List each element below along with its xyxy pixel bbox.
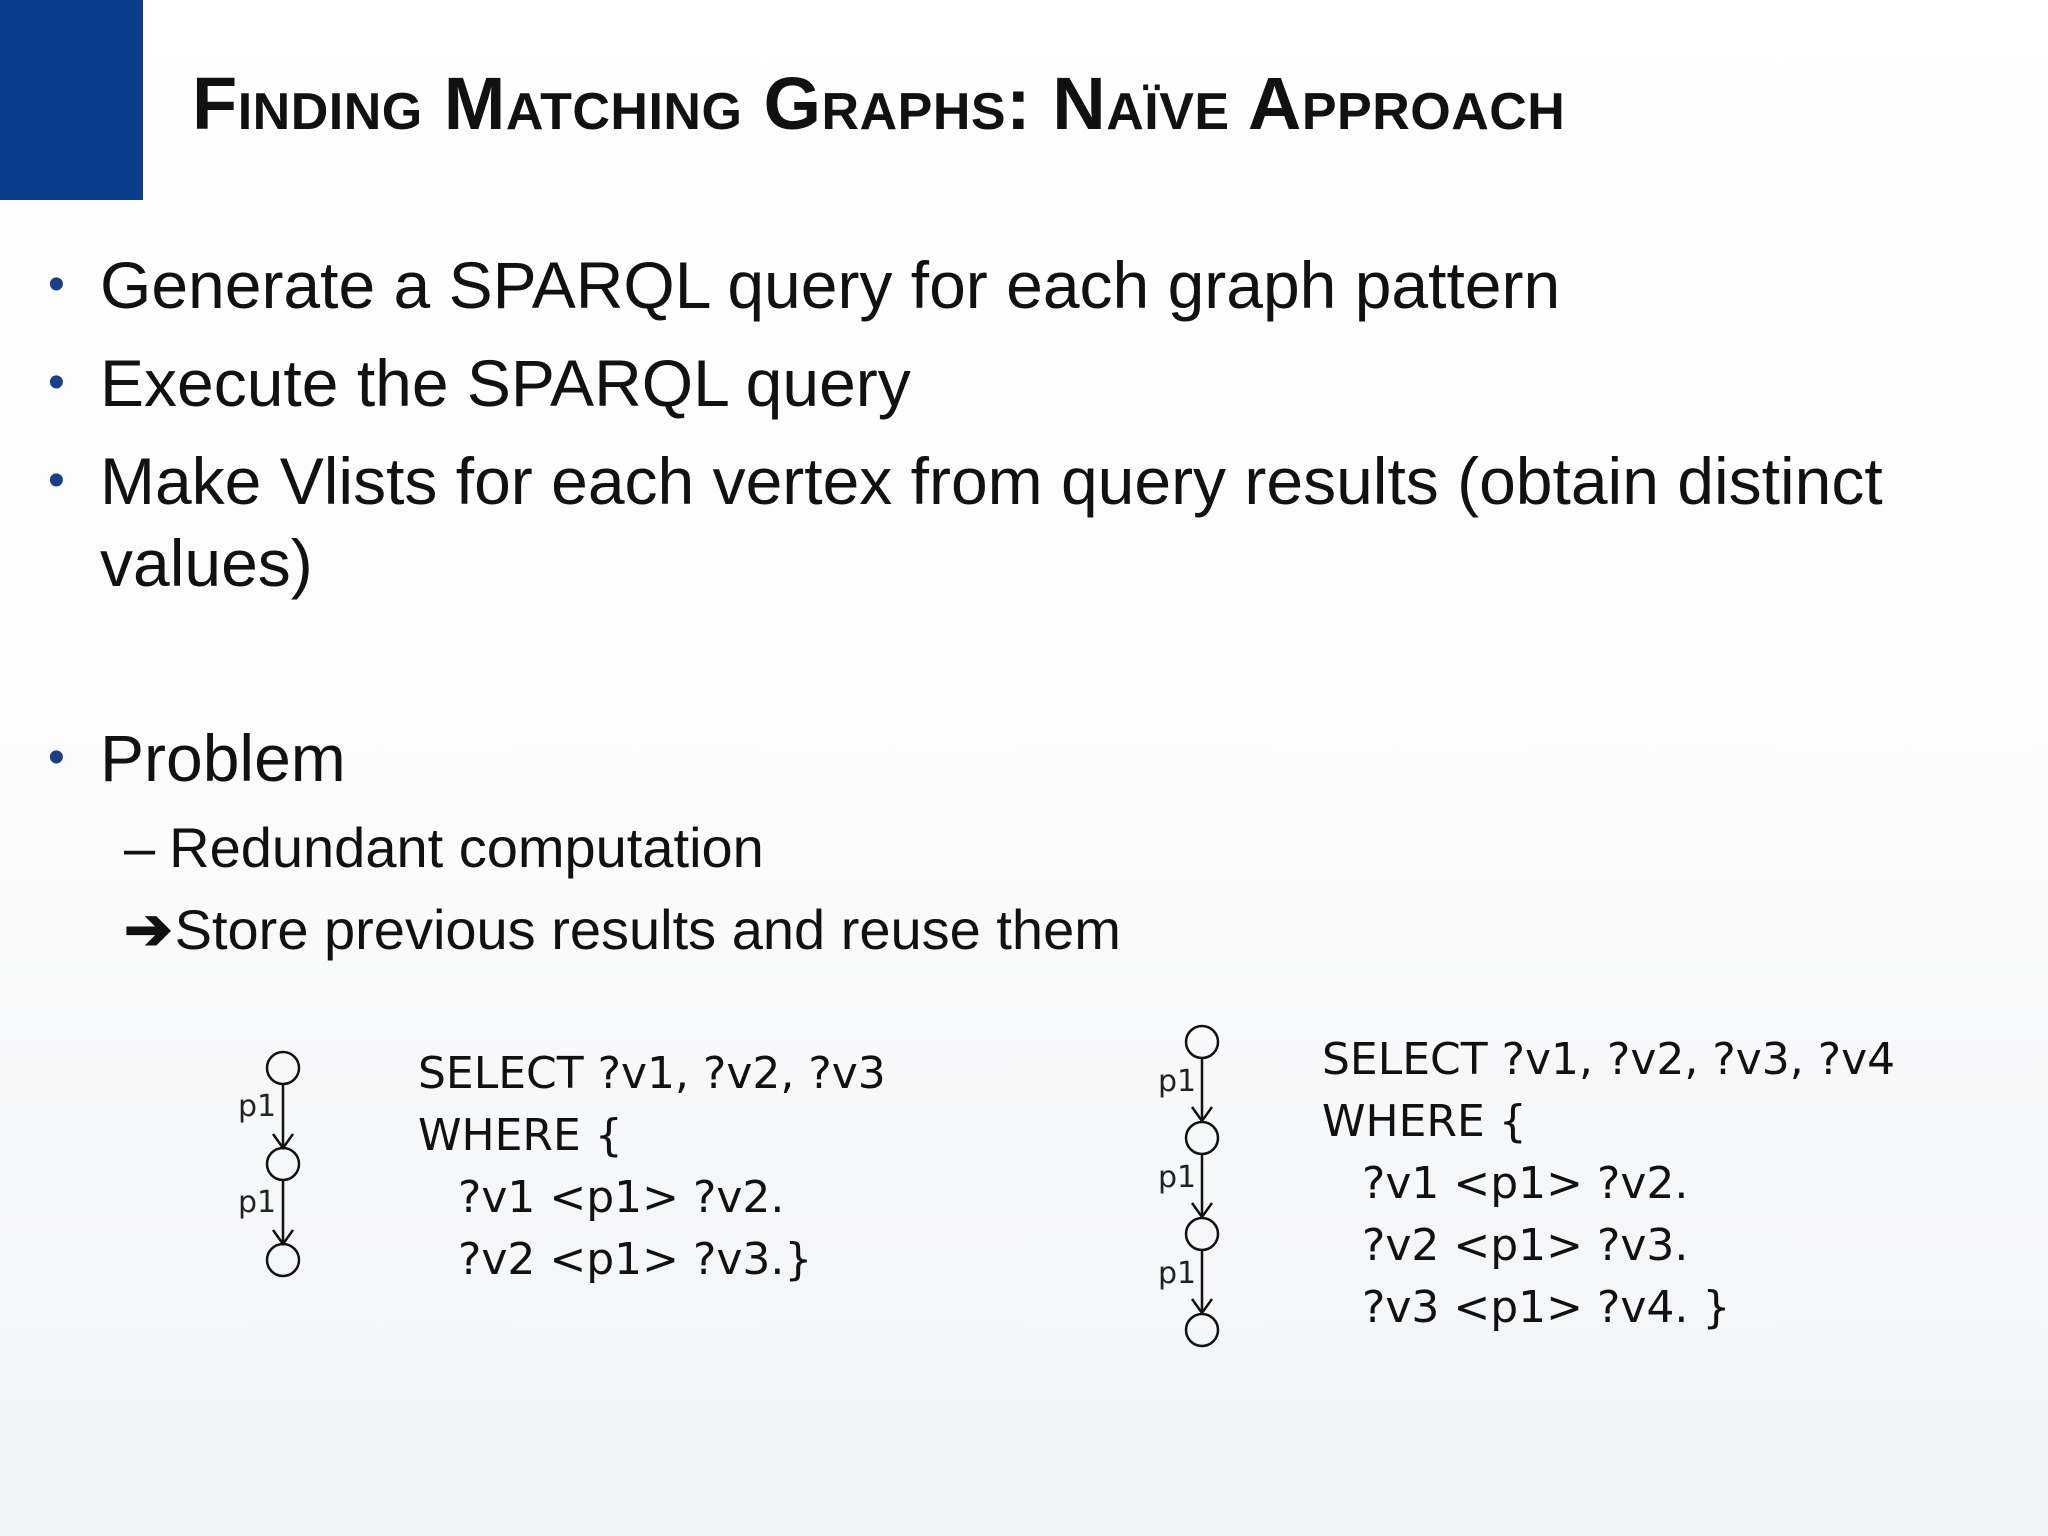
bullet-dot: • — [48, 454, 65, 507]
bullet-text: Make Vlists for each vertex from query results (obtain distinct values) — [100, 444, 1883, 600]
vertex — [267, 1244, 299, 1276]
bullet-text: Problem — [100, 721, 346, 795]
sub-item-text: Redundant computation — [169, 816, 764, 879]
query-select: SELECT ?v1, ?v2, ?v3 — [418, 1048, 886, 1099]
vertex — [267, 1052, 299, 1084]
query-triple: ?v1 <p1> ?v2. — [458, 1172, 785, 1223]
bullet-text: Generate a SPARQL query for each graph pattern — [100, 248, 1561, 322]
vertex — [1186, 1122, 1218, 1154]
query-select: SELECT ?v1, ?v2, ?v3, ?v4 — [1322, 1034, 1896, 1085]
graph-pattern-2 — [1150, 1025, 1250, 1365]
query-triple: ?v1 <p1> ?v2. — [1362, 1158, 1689, 1209]
sub-item-text: Store previous results and reuse them — [174, 898, 1121, 961]
query-triple: ?v3 <p1> ?v4. } — [1362, 1282, 1731, 1333]
graph-pattern-1-svg — [230, 1040, 330, 1280]
graph-pattern-2-svg — [1150, 1025, 1250, 1365]
arrow-right-icon: ➔ — [124, 897, 173, 962]
edge-label: p1 — [1158, 1160, 1197, 1195]
query-triple: ?v2 <p1> ?v3. — [1362, 1220, 1689, 1271]
edge-label: p1 — [238, 1185, 277, 1220]
sub-item-store — [124, 894, 1924, 966]
vertex — [1186, 1314, 1218, 1346]
sparql-query-2 — [1322, 1029, 1895, 1339]
bullet-text: Execute the SPARQL query — [100, 346, 911, 420]
query-where: WHERE { — [418, 1110, 623, 1161]
vertex — [267, 1148, 299, 1180]
bullet-dot: • — [48, 258, 65, 311]
graph-pattern-1 — [230, 1040, 330, 1280]
query-triple: ?v2 <p1> ?v3.} — [458, 1234, 813, 1285]
query-where: WHERE { — [1322, 1096, 1527, 1147]
bullet-dot: • — [48, 731, 65, 784]
vertex — [1186, 1218, 1218, 1250]
edge-label: p1 — [1158, 1064, 1197, 1099]
bullet-dot: • — [48, 356, 65, 409]
sparql-query-1 — [418, 1043, 886, 1291]
edge-label: p1 — [1158, 1256, 1197, 1291]
sub-item-redundant — [124, 812, 1924, 884]
edge-label: p1 — [238, 1089, 277, 1124]
vertex — [1186, 1026, 1218, 1058]
slide-title: Finding Matching Graphs: Naïve Approach — [192, 62, 1566, 145]
dash-marker: – — [124, 816, 156, 879]
